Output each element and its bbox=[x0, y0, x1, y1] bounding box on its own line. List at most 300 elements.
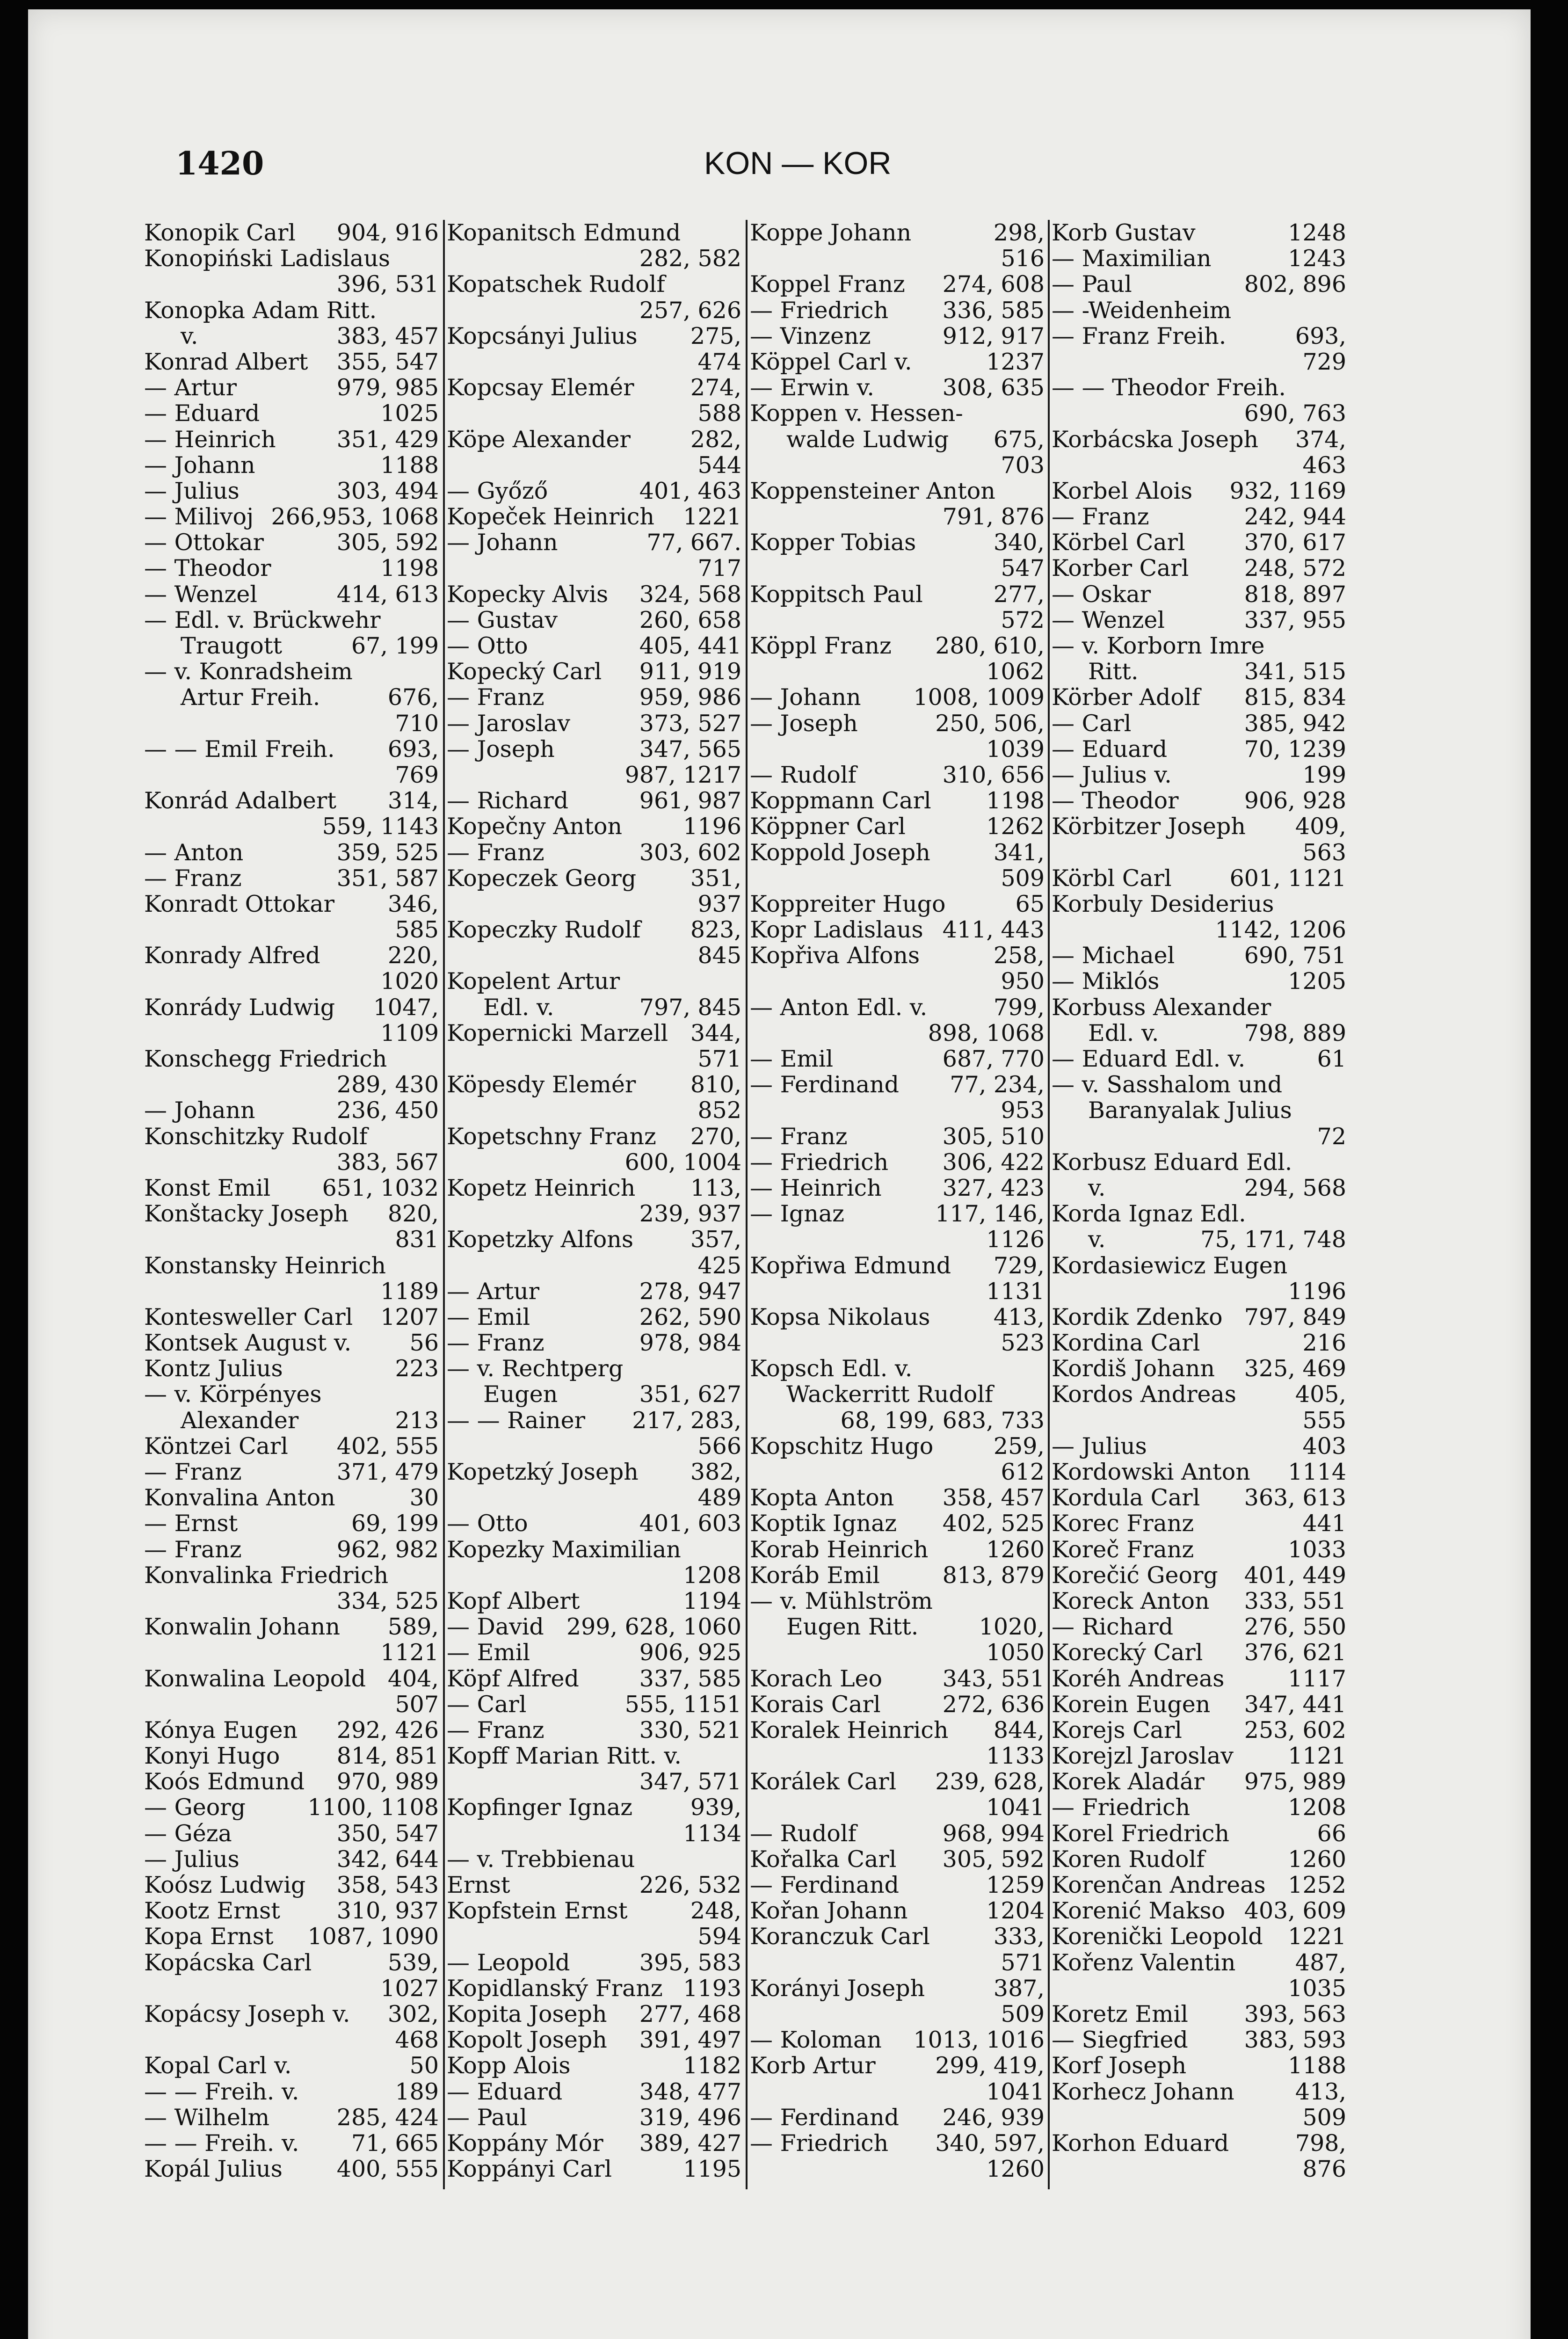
column-3 bbox=[750, 220, 1045, 2182]
entry-name: Ritt. bbox=[1088, 658, 1139, 685]
entry-pages: 359, 525 bbox=[336, 839, 439, 866]
entry-line bbox=[750, 1717, 1045, 1743]
entry-name: Korb Gustav bbox=[1052, 219, 1196, 246]
entry-line bbox=[1052, 1381, 1346, 1407]
entry-name: Korb Artur bbox=[750, 2052, 876, 2079]
entry-line bbox=[144, 1278, 439, 1304]
entry-line bbox=[144, 1537, 439, 1562]
entry-line bbox=[447, 1278, 741, 1304]
entry-name: — Koloman bbox=[750, 2027, 882, 2054]
entry-line bbox=[144, 1356, 439, 1381]
entry-name: Kopcsay Elemér bbox=[447, 374, 634, 401]
entry-pages: 1039 bbox=[986, 735, 1045, 763]
entry-name: Koren Rudolf bbox=[1052, 1845, 1205, 1873]
entry-name: — Emil bbox=[447, 1303, 530, 1330]
entry-name: Kopidlanský Franz bbox=[447, 1975, 663, 2002]
entry-pages: 425 bbox=[697, 1252, 741, 1279]
entry-line bbox=[447, 1381, 741, 1407]
entry-line bbox=[1052, 840, 1346, 865]
entry-pages: 409, bbox=[1295, 813, 1346, 840]
entry-pages: 487, bbox=[1295, 1949, 1346, 1976]
entry-name: Korber Carl bbox=[1052, 555, 1189, 582]
entry-pages: 601, 1121 bbox=[1229, 864, 1346, 892]
entry-line bbox=[144, 271, 439, 297]
entry-pages: 223 bbox=[395, 1355, 439, 1382]
entry-line bbox=[750, 1666, 1045, 1692]
entry-line bbox=[447, 865, 741, 891]
entry-pages: 468 bbox=[395, 2027, 439, 2054]
entry-line bbox=[144, 1614, 439, 1640]
entry-line bbox=[447, 1124, 741, 1149]
entry-line bbox=[144, 2156, 439, 2182]
entry-line bbox=[447, 633, 741, 659]
entry-pages: 676, bbox=[387, 684, 439, 711]
entry-pages: 555, 1151 bbox=[624, 1691, 741, 1718]
entry-pages: 937 bbox=[697, 890, 741, 917]
entry-name: Eugen Ritt. bbox=[786, 1613, 919, 1641]
entry-name: Korálek Carl bbox=[750, 1768, 897, 1795]
entry-pages: 1033 bbox=[1288, 1536, 1346, 1563]
entry-pages: 189 bbox=[395, 2078, 439, 2105]
entry-name: Koranczuk Carl bbox=[750, 1923, 930, 1950]
entry-pages: 959, 986 bbox=[639, 684, 741, 711]
entry-pages: 71, 665 bbox=[351, 2129, 439, 2157]
entry-pages: 351, 587 bbox=[336, 864, 439, 892]
entry-name: Koppmann Carl bbox=[750, 787, 931, 814]
entry-name: Kordik Zdenko bbox=[1052, 1303, 1223, 1330]
entry-name: Köntzei Carl bbox=[144, 1432, 288, 1460]
entry-name: Kordowski Anton bbox=[1052, 1459, 1250, 1485]
entry-line bbox=[750, 1356, 1045, 1381]
entry-line bbox=[144, 736, 439, 762]
entry-line bbox=[750, 1201, 1045, 1227]
entry-line bbox=[447, 2001, 741, 2027]
entry-line bbox=[447, 1485, 741, 1511]
entry-pages: 391, 497 bbox=[639, 2027, 741, 2054]
entry-name: Kopa Ernst bbox=[144, 1923, 274, 1950]
entry-name: Koráb Emil bbox=[750, 1562, 880, 1589]
entry-line bbox=[447, 1201, 741, 1227]
entry-pages: 799, bbox=[993, 994, 1045, 1021]
page-header bbox=[175, 145, 1438, 201]
entry-pages: 1142, 1206 bbox=[1215, 916, 1346, 944]
entry-pages: 363, 613 bbox=[1244, 1484, 1346, 1511]
entry-pages: 298, bbox=[993, 219, 1045, 246]
entry-pages: 572 bbox=[1001, 606, 1045, 633]
entry-pages: 246, 939 bbox=[942, 2104, 1045, 2131]
entry-pages: 405, 441 bbox=[639, 632, 741, 659]
entry-pages: 509 bbox=[1001, 2000, 1045, 2027]
entry-line bbox=[144, 1717, 439, 1743]
entry-line bbox=[447, 1072, 741, 1097]
column-2 bbox=[447, 220, 741, 2182]
entry-pages: 383, 567 bbox=[336, 1148, 439, 1176]
entry-name: — Jaroslav bbox=[447, 710, 571, 737]
entry-name: — — Rainer bbox=[447, 1407, 586, 1434]
entry-name: — Franz bbox=[447, 1329, 544, 1357]
entry-name: Kopsa Nikolaus bbox=[750, 1303, 930, 1330]
entry-line bbox=[1052, 1149, 1346, 1175]
entry-pages: 844, bbox=[993, 1716, 1045, 1743]
entry-pages: 248, bbox=[690, 1897, 741, 1925]
entry-pages: 347, 571 bbox=[639, 1768, 741, 1795]
entry-name: — Paul bbox=[1052, 271, 1132, 298]
entry-pages: 411, 443 bbox=[942, 916, 1045, 944]
entry-pages: 1259 bbox=[986, 1872, 1045, 1898]
entry-pages: 274, bbox=[690, 374, 741, 401]
entry-name: Kopfstein Ernst bbox=[447, 1897, 628, 1925]
entry-line bbox=[750, 2079, 1045, 2105]
entry-pages: 370, 617 bbox=[1244, 529, 1346, 556]
entry-name: Koreck Anton bbox=[1052, 1587, 1210, 1614]
entry-line bbox=[1052, 814, 1346, 839]
entry-pages: 939, bbox=[690, 1794, 741, 1821]
entry-pages: 113, bbox=[690, 1174, 741, 1201]
entry-pages: 299, 419, bbox=[935, 2052, 1045, 2079]
entry-pages: 334, 525 bbox=[336, 1587, 439, 1614]
entry-name: — Edl. v. Brückwehr bbox=[144, 606, 381, 633]
entry-name: — Eduard bbox=[1052, 735, 1168, 763]
entry-name: Korek Aladár bbox=[1052, 1768, 1205, 1795]
entry-pages: 507 bbox=[395, 1691, 439, 1718]
entry-name: — Julius bbox=[144, 477, 240, 504]
entry-line bbox=[144, 400, 439, 426]
entry-line bbox=[1052, 530, 1346, 555]
entry-pages: 289, 430 bbox=[336, 1071, 439, 1098]
entry-line bbox=[750, 1278, 1045, 1304]
entry-name: — Siegfried bbox=[1052, 2027, 1188, 2054]
entry-pages: 1087, 1090 bbox=[307, 1923, 439, 1950]
entry-line bbox=[750, 1562, 1045, 1588]
entry-line bbox=[144, 995, 439, 1020]
entry-name: Kopanitsch Edmund bbox=[447, 219, 681, 246]
entry-line bbox=[750, 1794, 1045, 1820]
entry-line bbox=[1052, 1459, 1346, 1485]
entry-name: — Franz bbox=[447, 1716, 544, 1743]
entry-name: Konwalina Leopold bbox=[144, 1665, 366, 1692]
entry-pages: 220, bbox=[387, 942, 439, 969]
entry-name: Körbel Carl bbox=[1052, 529, 1185, 556]
entry-name: — Wilhelm bbox=[144, 2104, 270, 2131]
entry-pages: 968, 994 bbox=[942, 1820, 1045, 1847]
entry-line bbox=[750, 711, 1045, 736]
entry-name: — -Weidenheim bbox=[1052, 297, 1232, 324]
entry-pages: 571 bbox=[1001, 1949, 1045, 1976]
entry-name: — Wenzel bbox=[144, 581, 257, 608]
entry-pages: 347, 565 bbox=[639, 735, 741, 763]
entry-line bbox=[447, 1846, 741, 1872]
entry-line bbox=[1052, 349, 1346, 375]
entry-pages: 401, 449 bbox=[1244, 1562, 1346, 1589]
entry-line bbox=[144, 2001, 439, 2027]
entry-line bbox=[750, 530, 1045, 555]
entry-name: Konyi Hugo bbox=[144, 1743, 280, 1770]
entry-name: Eugen bbox=[483, 1381, 558, 1408]
entry-line bbox=[447, 1330, 741, 1356]
entry-pages: 266,953, 1068 bbox=[271, 503, 439, 530]
entry-line bbox=[447, 1537, 741, 1562]
entry-name: — v. Körpényes bbox=[144, 1381, 322, 1408]
entry-line bbox=[447, 427, 741, 452]
entry-line bbox=[1052, 1408, 1346, 1433]
entry-pages: 344, bbox=[690, 1019, 741, 1046]
entry-pages: 1041 bbox=[986, 1794, 1045, 1821]
entry-line bbox=[447, 400, 741, 426]
entry-pages: 250, 506, bbox=[935, 710, 1045, 737]
entry-pages: 239, 937 bbox=[639, 1200, 741, 1228]
entry-line bbox=[1052, 2053, 1346, 2078]
entry-pages: 769 bbox=[395, 761, 439, 788]
entry-line bbox=[1052, 607, 1346, 633]
entry-line bbox=[750, 1149, 1045, 1175]
entry-name: Körber Adolf bbox=[1052, 684, 1200, 711]
entry-name: Koós Edmund bbox=[144, 1768, 305, 1795]
entry-pages: 278, 947 bbox=[639, 1278, 741, 1305]
entry-pages: 813, 879 bbox=[942, 1562, 1045, 1589]
entry-line bbox=[144, 1794, 439, 1820]
entry-line bbox=[1052, 659, 1346, 684]
entry-pages: 393, 563 bbox=[1244, 2000, 1346, 2027]
entry-line bbox=[750, 271, 1045, 297]
entry-pages: 798, 889 bbox=[1244, 1019, 1346, 1046]
entry-line bbox=[144, 1072, 439, 1097]
entry-pages: 70, 1239 bbox=[1244, 735, 1346, 763]
entry-name: — Heinrich bbox=[750, 1174, 882, 1201]
entry-pages: 66 bbox=[1317, 1820, 1346, 1847]
entry-pages: 413, bbox=[993, 1303, 1045, 1330]
entry-pages: 314, bbox=[387, 787, 439, 814]
entry-line bbox=[750, 1976, 1045, 2001]
entry-line bbox=[750, 736, 1045, 762]
entry-name: — Ferdinand bbox=[750, 2104, 900, 2131]
entry-name: Koppen v. Hessen- bbox=[750, 400, 963, 427]
entry-line bbox=[1052, 246, 1346, 271]
entry-pages: 1195 bbox=[683, 2156, 741, 2183]
entry-line bbox=[144, 1562, 439, 1588]
entry-line bbox=[447, 1794, 741, 1820]
entry-line bbox=[750, 1020, 1045, 1046]
entry-name: — Erwin v. bbox=[750, 374, 874, 401]
entry-pages: 199 bbox=[1302, 761, 1346, 788]
entry-pages: 612 bbox=[1001, 1459, 1045, 1485]
entry-name: — Julius bbox=[144, 1845, 240, 1873]
entry-pages: 276, 550 bbox=[1244, 1613, 1346, 1641]
entry-name: — — Freih. v. bbox=[144, 2129, 299, 2157]
entry-pages: 325, 469 bbox=[1244, 1355, 1346, 1382]
entry-name: Korenčan Andreas bbox=[1052, 1872, 1266, 1898]
entry-line bbox=[144, 1124, 439, 1149]
entry-pages: 563 bbox=[1302, 839, 1346, 866]
entry-line bbox=[750, 1898, 1045, 1924]
entry-pages: 1260 bbox=[1288, 1845, 1346, 1873]
entry-name: — Milivoj bbox=[144, 503, 254, 530]
entry-name: Konštacky Joseph bbox=[144, 1200, 349, 1228]
entry-line bbox=[447, 607, 741, 633]
entry-name: Koppensteiner Anton bbox=[750, 477, 995, 504]
entry-pages: 400, 555 bbox=[336, 2156, 439, 2183]
entry-line bbox=[1052, 1872, 1346, 1898]
entry-name: Kónya Eugen bbox=[144, 1716, 298, 1743]
entry-pages: 1008, 1009 bbox=[913, 684, 1045, 711]
entry-line bbox=[144, 375, 439, 400]
entry-name: — Géza bbox=[144, 1820, 232, 1847]
entry-pages: 376, 621 bbox=[1244, 1639, 1346, 1666]
entry-name: — Ignaz bbox=[750, 1200, 844, 1228]
entry-line bbox=[750, 2156, 1045, 2182]
entry-pages: 600, 1004 bbox=[624, 1148, 741, 1176]
entry-line bbox=[750, 1175, 1045, 1201]
entry-name: — Joseph bbox=[447, 735, 555, 763]
entry-line bbox=[447, 2027, 741, 2053]
entry-line bbox=[144, 607, 439, 633]
entry-line bbox=[1052, 995, 1346, 1020]
entry-line bbox=[1052, 452, 1346, 478]
entry-line bbox=[144, 917, 439, 943]
entry-line bbox=[1052, 427, 1346, 452]
entry-name: Konvalinka Friedrich bbox=[144, 1562, 389, 1589]
entry-line bbox=[750, 840, 1045, 865]
page-number: 1420 bbox=[175, 145, 264, 182]
entry-pages: 405, bbox=[1295, 1381, 1346, 1408]
entry-pages: 474 bbox=[697, 348, 741, 375]
entry-line bbox=[144, 1201, 439, 1227]
entry-line bbox=[1052, 1253, 1346, 1278]
entry-pages: 710 bbox=[395, 710, 439, 737]
entry-pages: 217, 283, bbox=[632, 1407, 741, 1434]
entry-line bbox=[447, 581, 741, 607]
entry-name: — Friedrich bbox=[1052, 1794, 1191, 1821]
entry-name: — Rudolf bbox=[750, 761, 857, 788]
entry-line bbox=[1052, 1924, 1346, 1949]
entry-pages: 987, 1217 bbox=[624, 761, 741, 788]
entry-pages: 387, bbox=[993, 1975, 1045, 2002]
entry-name: Korach Leo bbox=[750, 1665, 883, 1692]
entry-line bbox=[1052, 1072, 1346, 1097]
entry-pages: 509 bbox=[1001, 864, 1045, 892]
entry-pages: 463 bbox=[1302, 451, 1346, 479]
entry-pages: 912, 917 bbox=[942, 322, 1045, 349]
entry-pages: 319, 496 bbox=[639, 2104, 741, 2131]
entry-line bbox=[447, 711, 741, 736]
entry-pages: 303, 602 bbox=[639, 839, 741, 866]
entry-pages: 1121 bbox=[380, 1639, 439, 1666]
entry-name: Kopetzky Alfons bbox=[447, 1226, 634, 1253]
entry-line bbox=[447, 1459, 741, 1485]
entry-name: — v. Korborn Imre bbox=[1052, 632, 1265, 659]
entry-pages: 1196 bbox=[683, 813, 741, 840]
entry-pages: 1131 bbox=[986, 1278, 1045, 1305]
entry-line bbox=[447, 1950, 741, 1976]
entry-line bbox=[144, 1175, 439, 1201]
entry-pages: 285, 424 bbox=[336, 2104, 439, 2131]
entry-pages: 1020 bbox=[380, 968, 439, 995]
entry-name: Konopik Carl bbox=[144, 219, 296, 246]
entry-pages: 342, 644 bbox=[336, 1845, 439, 1873]
entry-line bbox=[144, 1666, 439, 1692]
entry-line bbox=[750, 375, 1045, 400]
entry-line bbox=[447, 659, 741, 684]
entry-name: — Franz bbox=[1052, 503, 1149, 530]
entry-pages: 1035 bbox=[1288, 1975, 1346, 2002]
entry-name: — Gustav bbox=[447, 606, 558, 633]
entry-pages: 559, 1143 bbox=[322, 813, 439, 840]
entry-pages: 1221 bbox=[1288, 1923, 1346, 1950]
entry-line bbox=[144, 1459, 439, 1485]
entry-pages: 810, bbox=[690, 1071, 741, 1098]
entry-line bbox=[144, 711, 439, 736]
entry-line bbox=[1052, 2130, 1346, 2156]
entry-name: Kopeček Heinrich bbox=[447, 503, 654, 530]
entry-pages: 1205 bbox=[1288, 968, 1346, 995]
entry-line bbox=[447, 788, 741, 814]
entry-line bbox=[447, 943, 741, 968]
entry-name: Konstansky Heinrich bbox=[144, 1252, 386, 1279]
entry-line bbox=[1052, 684, 1346, 710]
entry-pages: 358, 543 bbox=[336, 1872, 439, 1898]
entry-name: Ernst bbox=[447, 1872, 510, 1898]
entry-pages: 310, 937 bbox=[336, 1897, 439, 1925]
entry-line bbox=[750, 917, 1045, 943]
entry-pages: 277, 468 bbox=[639, 2000, 741, 2027]
entry-line bbox=[750, 1253, 1045, 1278]
entry-pages: 404, bbox=[387, 1665, 439, 1692]
entry-name: Koósz Ludwig bbox=[144, 1872, 306, 1898]
entry-pages: 509 bbox=[1302, 2104, 1346, 2131]
entry-line bbox=[750, 1097, 1045, 1123]
entry-line bbox=[144, 1640, 439, 1665]
entry-line bbox=[447, 1020, 741, 1046]
column-rule-3 bbox=[1048, 220, 1050, 2189]
entry-name: — Győző bbox=[447, 477, 548, 504]
entry-name: Korein Eugen bbox=[1052, 1691, 1211, 1718]
entry-name: Korais Carl bbox=[750, 1691, 881, 1718]
entry-line bbox=[750, 1692, 1045, 1717]
entry-line bbox=[750, 1330, 1045, 1356]
entry-pages: 213 bbox=[395, 1407, 439, 1434]
entry-pages: 75, 171, 748 bbox=[1200, 1226, 1346, 1253]
entry-name: Kopcsányi Julius bbox=[447, 322, 638, 349]
entry-line bbox=[144, 530, 439, 555]
entry-line bbox=[447, 1769, 741, 1794]
entry-pages: 489 bbox=[697, 1484, 741, 1511]
entry-line bbox=[1052, 375, 1346, 400]
entry-line bbox=[447, 2130, 741, 2156]
entry-name: — Theodor bbox=[144, 555, 271, 582]
entry-line bbox=[1052, 1692, 1346, 1717]
entry-line bbox=[750, 1046, 1045, 1072]
entry-line bbox=[1052, 1278, 1346, 1304]
entry-pages: 347, 441 bbox=[1244, 1691, 1346, 1718]
entry-pages: 1041 bbox=[986, 2078, 1045, 2105]
entry-name: Koppány Mór bbox=[447, 2129, 603, 2157]
entry-line bbox=[750, 1227, 1045, 1252]
entry-line bbox=[144, 2053, 439, 2078]
entry-name: — Johann bbox=[447, 529, 558, 556]
entry-name: — Eduard bbox=[144, 400, 260, 427]
entry-name: — Franz Freih. bbox=[1052, 322, 1227, 349]
entry-pages: 358, 457 bbox=[942, 1484, 1045, 1511]
entry-line bbox=[750, 891, 1045, 917]
entry-line bbox=[447, 1692, 741, 1717]
entry-line bbox=[1052, 1794, 1346, 1820]
entry-pages: 589, bbox=[387, 1613, 439, 1641]
entry-name: — Heinrich bbox=[144, 426, 276, 453]
entry-line bbox=[1052, 1821, 1346, 1846]
entry-line bbox=[447, 891, 741, 917]
entry-pages: 1196 bbox=[1288, 1278, 1346, 1305]
entry-line bbox=[750, 2130, 1045, 2156]
entry-line bbox=[1052, 1433, 1346, 1459]
